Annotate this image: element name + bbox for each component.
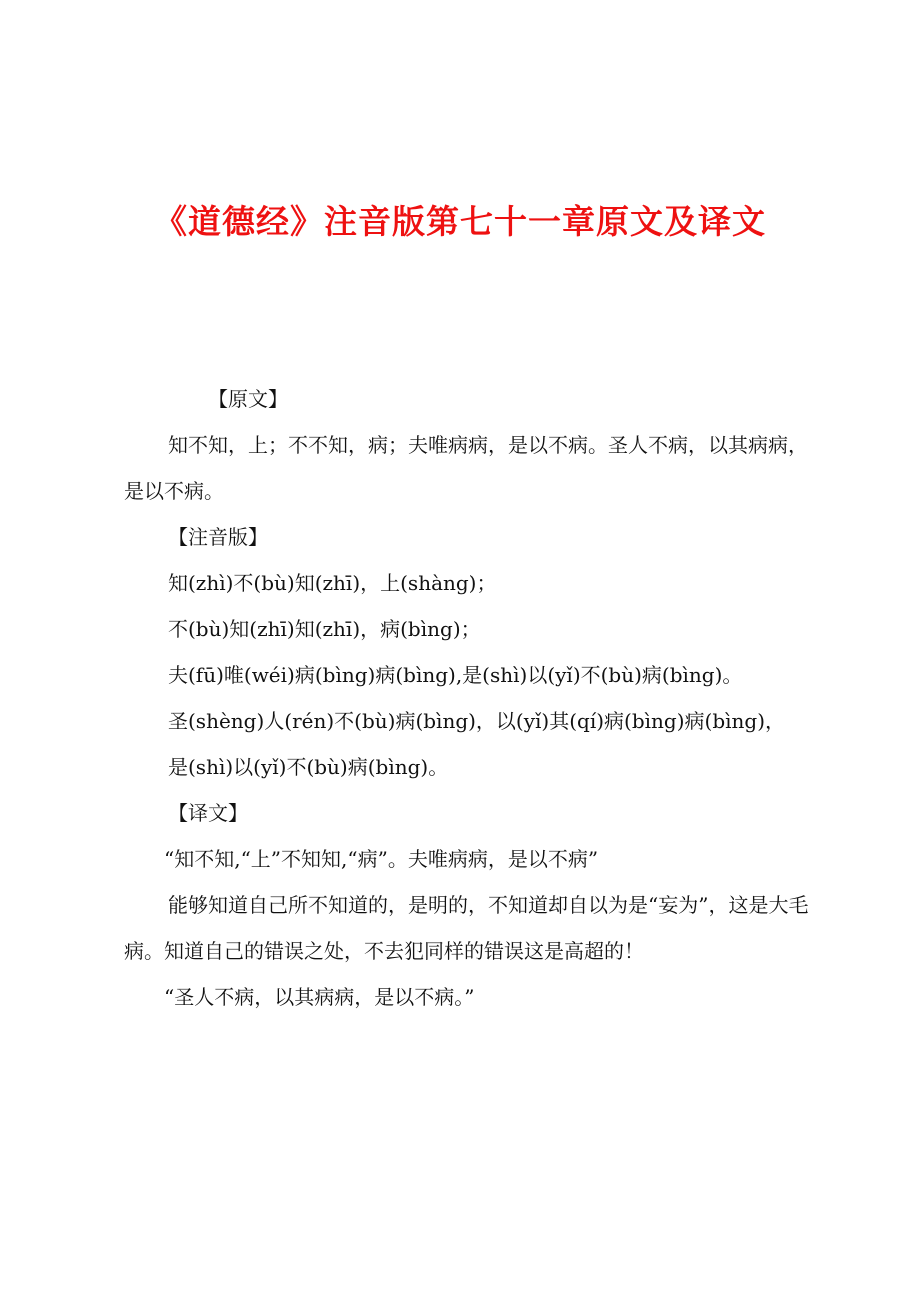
- translation-quote-2: “圣人不病，以其病病，是以不病。”: [164, 985, 475, 1009]
- section-heading-pinyin: 【注音版】: [168, 525, 268, 549]
- document-title: 《道德经》注音版第七十一章原文及译文: [154, 202, 766, 241]
- pinyin-line-1: 知(zhì)不(bù)知(zhī)，上(shàng)；: [168, 571, 497, 595]
- section-heading-original: 【原文】: [208, 387, 288, 411]
- pinyin-line-4: 圣(shèng)人(rén)不(bù)病(bìng)，以(yǐ)其(qí)病(bìng)病(bìng)，: [168, 709, 786, 733]
- translation-paragraph: 能够知道自己所不知道的，是明的，不知道却自以为是“妄为”，这是大毛病。知道自己的错误之处，不去犯同样的错误这是高超的！: [124, 893, 809, 963]
- pinyin-line-5: 是(shì)以(yǐ)不(bù)病(bìng)。: [168, 755, 449, 779]
- original-text: 知不知，上；不不知，病；夫唯病病，是以不病。圣人不病，以其病病，是以不病。: [124, 433, 808, 503]
- pinyin-line-3: 夫(fū)唯(wéi)病(bìng)病(bìng),是(shì)以(yǐ)不(bù)病(bìng)。: [168, 663, 743, 687]
- translation-quote-1: “知不知,“上”不知知,“病”。夫唯病病，是以不病”: [164, 847, 599, 871]
- section-heading-translation: 【译文】: [168, 801, 248, 825]
- pinyin-line-2: 不(bù)知(zhī)知(zhī)，病(bìng)；: [168, 617, 481, 641]
- document-body: [124, 376, 810, 1020]
